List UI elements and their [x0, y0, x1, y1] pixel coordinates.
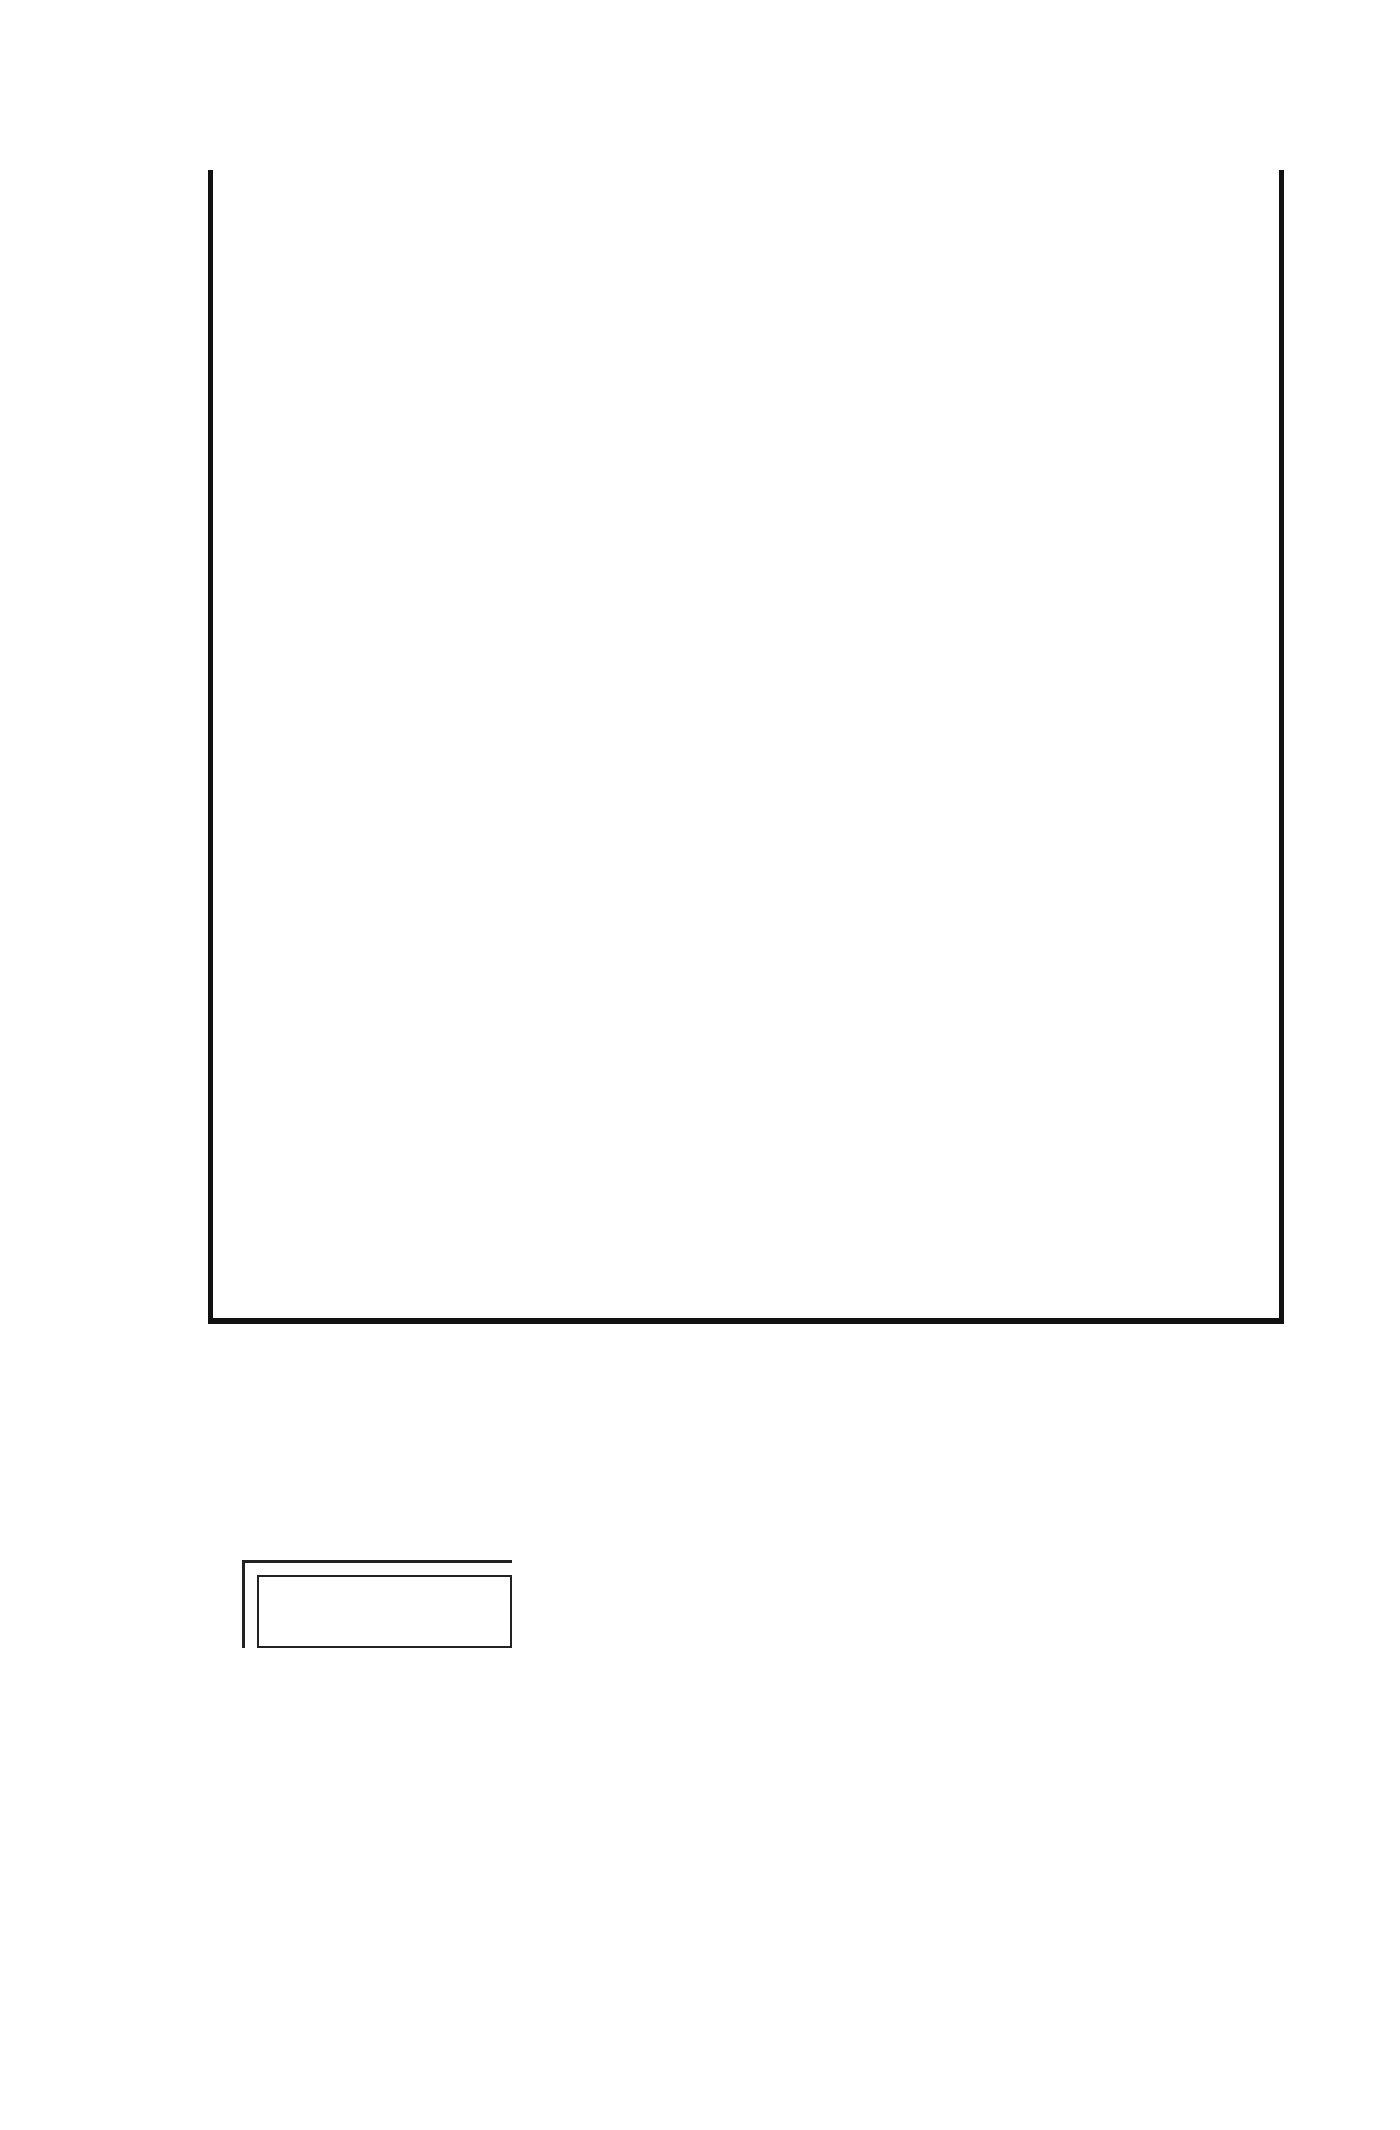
data-table	[208, 170, 1284, 1324]
section-number-and-first-char	[555, 1460, 569, 1506]
section-title	[555, 1460, 885, 1506]
summary-label-box	[242, 1560, 512, 1648]
